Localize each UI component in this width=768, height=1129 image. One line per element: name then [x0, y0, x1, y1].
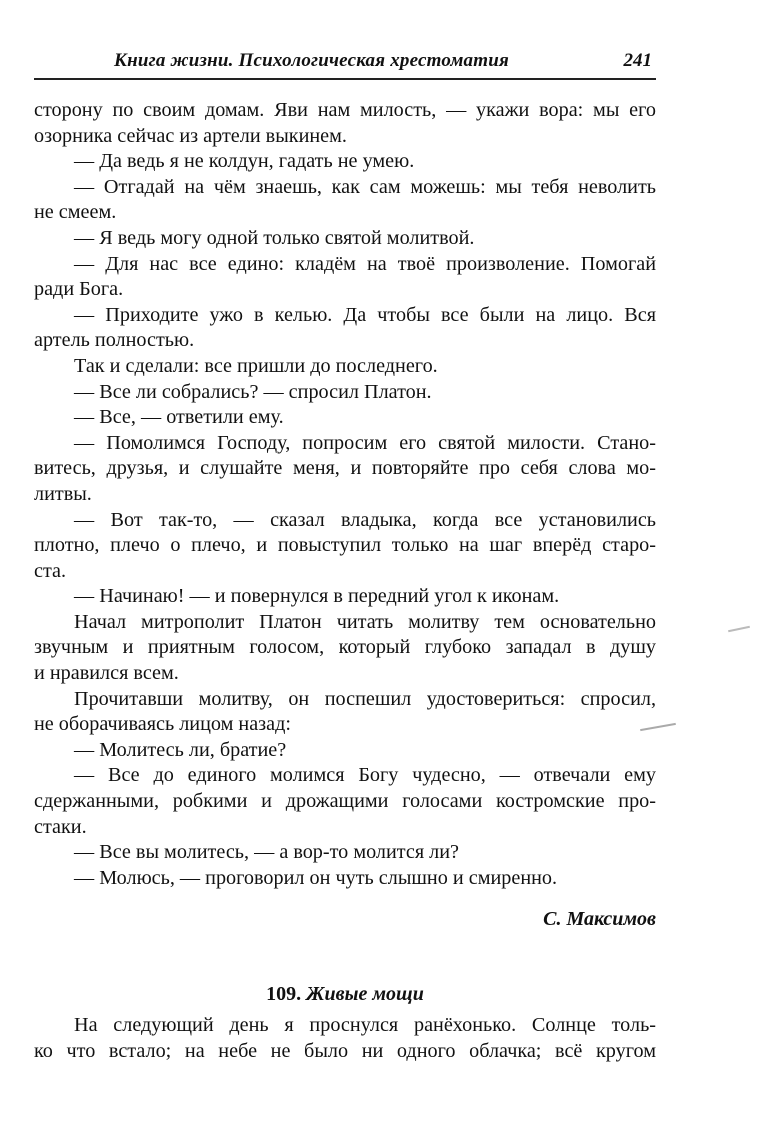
text-line: стаки.	[34, 815, 87, 838]
text-line: сторону по своим домам. Яви нам милость, — укажи вора: мы его	[34, 99, 656, 121]
text-line: — Отгадай на чём знаешь, как сам можешь: мы тебя неволить	[74, 175, 656, 198]
text-line: звучным и приятным голосом, который глубоко западал в душу	[34, 636, 656, 659]
text-line: плотно, плечо о плечо, и повыступил только на шаг вперёд старо-	[34, 534, 656, 557]
text-line: Прочитавши молитву, он поспешил удостовериться: спросил,	[74, 687, 656, 710]
text-line: ко что встало; на небе не было ни одного облачка; всё кругом	[34, 1039, 656, 1062]
section-text	[34, 1013, 656, 1064]
text-line: Так и сделали: все пришли до последнего.	[74, 354, 438, 377]
running-header	[34, 48, 656, 80]
text-line: витесь, друзья, и слушайте меня, и повторяйте про себя слова мо-	[34, 457, 656, 480]
text-line: артель полностью.	[34, 329, 195, 352]
text-line: — Вот так-то, — сказал владыка, когда все установились	[74, 508, 656, 531]
text-line: — Да ведь я не колдун, гадать не умею.	[74, 150, 415, 173]
page-number: 241	[623, 50, 652, 71]
text-line: ста.	[34, 559, 67, 582]
text-line: — Начинаю! — и повернулся в передний угол к иконам.	[74, 585, 560, 608]
text-line: сдержанными, робкими и дрожащими голосами костромские про-	[34, 790, 656, 813]
text-line: не оборачиваясь лицом назад:	[34, 713, 291, 736]
text-line: ради Бога.	[34, 278, 124, 301]
text-line: — Я ведь могу одной только святой молитвой.	[74, 226, 475, 249]
book-page	[34, 0, 656, 1129]
header-title: Книга жизни. Психологическая хрестоматия	[114, 50, 509, 71]
author-signature: С. Максимов	[543, 908, 656, 930]
text-line: На следующий день я проснулся ранёхонько. Солнце толь-	[74, 1014, 656, 1036]
text-line: — Все, — ответили ему.	[74, 406, 284, 429]
text-line: литвы.	[34, 482, 92, 505]
text-line: — Помолимся Господу, попросим его святой милости. Стано-	[74, 431, 656, 454]
text-line: Начал митрополит Платон читать молитву тем основательно	[74, 610, 656, 633]
text-line: — Все до единого молимся Богу чудесно, — отвечали ему	[74, 764, 656, 787]
text-line: и нравился всем.	[34, 662, 179, 685]
text-line: — Все ли собрались? — спросил Платон.	[74, 380, 432, 403]
text-line: не смеем.	[34, 201, 117, 224]
section-heading	[34, 983, 656, 1006]
section-number: 109.	[266, 983, 302, 1005]
text-line: — Все вы молитесь, — а вор-то молится ли?	[74, 841, 460, 864]
text-line: — Для нас все едино: кладём на твоё произволение. Помогай	[74, 252, 656, 275]
section-title: Живые мощи	[306, 983, 424, 1005]
main-text	[34, 98, 656, 891]
scan-mark	[728, 626, 750, 633]
text-line: — Молитесь ли, братие?	[74, 738, 287, 761]
text-line: — Приходите ужо в келью. Да чтобы все были на лицо. Вся	[74, 303, 656, 326]
text-line: — Молюсь, — проговорил он чуть слышно и смиренно.	[74, 866, 558, 889]
text-line: озорника сейчас из артели выкинем.	[34, 124, 347, 147]
